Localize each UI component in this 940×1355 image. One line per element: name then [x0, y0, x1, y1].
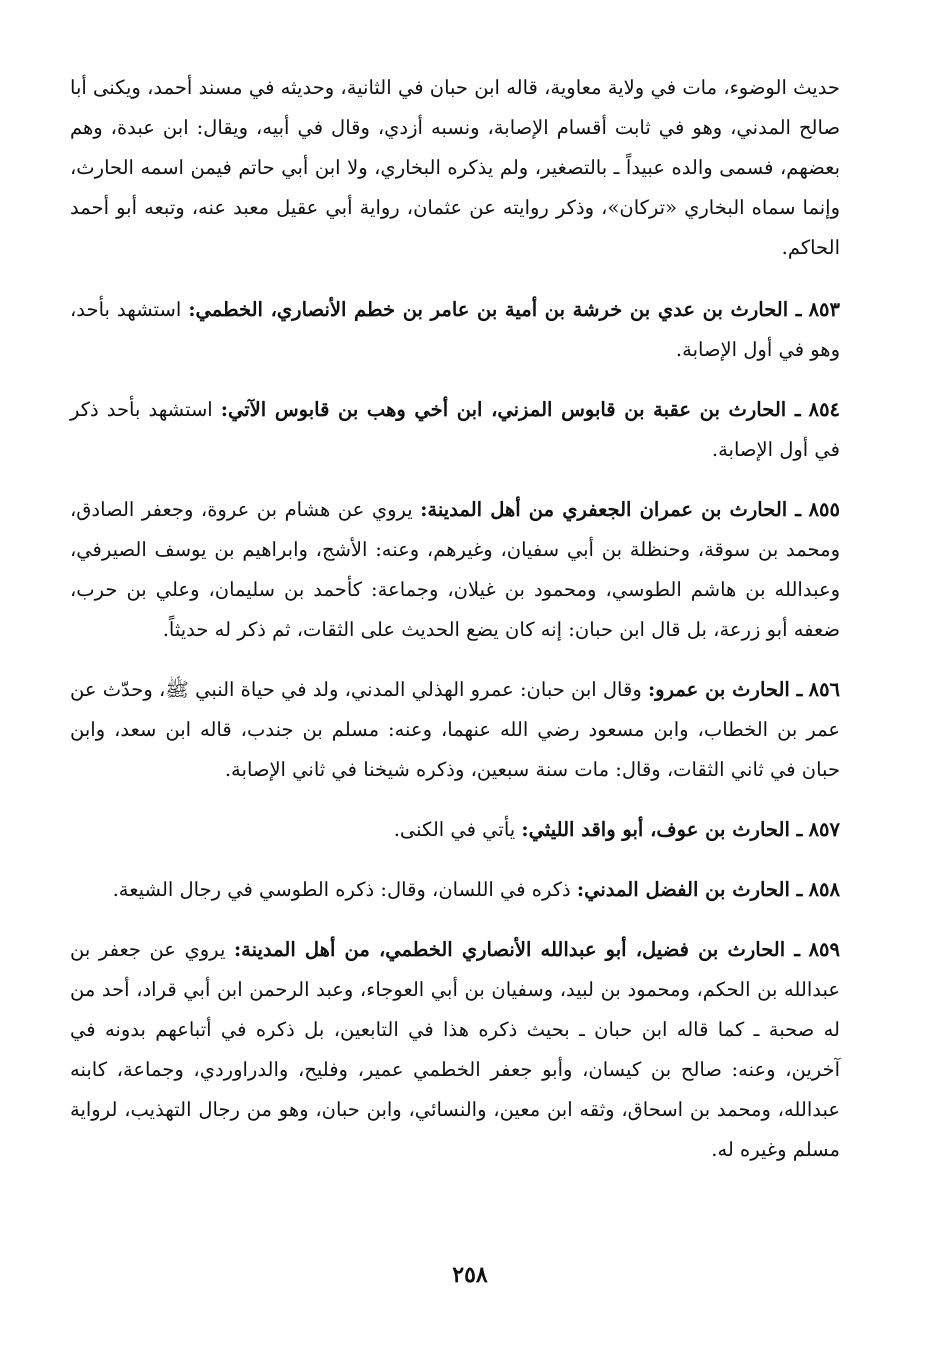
entry-number: ٨٥٣ [808, 298, 840, 321]
entry-text: استشهد بأحد ذكر في أول الإصابة. [70, 398, 840, 461]
page-number: ٢٥٨ [452, 1262, 488, 1288]
entry-text: يأتي في الكنى. [393, 818, 516, 841]
entry-text: يروي عن جعفر بن عبدالله بن الحكم، ومحمود بن لبيد، وسفيان بن أبي العوجاء، وعبد الرحمن ابن أبي قراد، أحد من له صحبة ـ كما قاله ابن حبان ـ بحيث ذكره هذا في التابعين، بل ذكره في أتباعهم بدونه في آخرين، وعنه: صالح بن كيسان، وأبو جعفر الخطمي عمير، وفليح، والدراوردي، وجماعة، كابنه عبدالله، ومحمد بن اسحاق، وثقه ابن معين، والنسائي، وابن حبان، وهو من رجال التهذيب، لرواية مسلم وغيره له. [70, 938, 840, 1161]
entry-text: يروي عن هشام بن عروة، وجعفر الصادق، ومحمد بن سوقة، وحنظلة بن أبي سفيان، وغيرهم، وعنه: الأشج، وابراهيم بن يوسف الصيرفي، وعبدالله بن هاشم الطوسي، ومحمود بن غيلان، وجماعة: كأحمد بن سليمان، وعلي بن حرب، ضعفه أبو زرعة، بل قال ابن حبان: إنه كان يضع الحديث على الثقات، ثم ذكر له حديثاً. [70, 498, 840, 641]
entry-number: ٨٥٨ [808, 878, 840, 901]
entry-text: حديث الوضوء، مات في ولاية معاوية، قاله ابن حبان في الثانية، وحديثه في مسند أحمد، ويكنى أبا صالح المدني، وهو في ثابت أقسام الإصابة، ونسبه أزدي، وقال في أبيه، ويقال: ابن عبدة، وهم بعضهم، فسمى والده عبيداً ـ بالتصغير، ولم يذكره البخاري، ولا ابن أبي حاتم فيمن اسمه الحارث، وإنما سماه البخاري «تركان»، وذكر روايته عن عثمان، رواية أبي عقيل معبد عنه، وتبعه أبو أحمد الحاكم. [70, 76, 840, 259]
entry-858 [70, 870, 840, 910]
entry-859 [70, 930, 840, 1170]
entry-text: وقال ابن حبان: عمرو الهذلي المدني، ولد في حياة النبي ﷺ، وحدّث عن عمر بن الخطاب، وابن مسعود رضي الله عنهما، وعنه: مسلم بن جندب، قاله ابن سعد، وابن حبان في ثاني الثقات، وقال: مات سنة سبعين، وذكره شيخنا في ثاني الإصابة. [70, 678, 840, 781]
entry-857 [70, 810, 840, 850]
entry-continuation [70, 68, 840, 268]
entry-855 [70, 490, 840, 650]
entry-number: ٨٥٧ [808, 818, 840, 841]
page-body [70, 68, 840, 1190]
entry-853 [70, 290, 840, 370]
entry-number: ٨٥٩ [808, 938, 840, 961]
entry-text: استشهد بأحد، وهو في أول الإصابة. [70, 298, 840, 361]
entry-heading: ـ الحارث بن عمران الجعفري من أهل المدينة: [420, 498, 802, 521]
entry-heading: ـ الحارث بن عدي بن خرشة بن أمية بن عامر بن خطم الأنصاري، الخطمي: [188, 298, 802, 321]
entry-heading: ـ الحارث بن الفضل المدني: [576, 878, 803, 901]
entry-number: ٨٥٦ [808, 678, 841, 701]
entry-854 [70, 390, 840, 470]
entry-number: ٨٥٤ [808, 398, 841, 421]
entry-heading: ـ الحارث بن عمرو: [647, 678, 803, 701]
entry-number: ٨٥٥ [808, 498, 840, 521]
entry-heading: ـ الحارث بن عوف، أبو واقد الليثي: [521, 818, 803, 841]
entry-856 [70, 670, 840, 790]
entry-text: ذكره في اللسان، وقال: ذكره الطوسي في رجال الشيعة. [112, 878, 571, 901]
entry-heading: ـ الحارث بن فضيل، أبو عبدالله الأنصاري الخطمي، من أهل المدينة: [233, 938, 801, 961]
entry-heading: ـ الحارث بن عقبة بن قابوس المزني، ابن أخي وهب بن قابوس الآتي: [220, 398, 801, 421]
